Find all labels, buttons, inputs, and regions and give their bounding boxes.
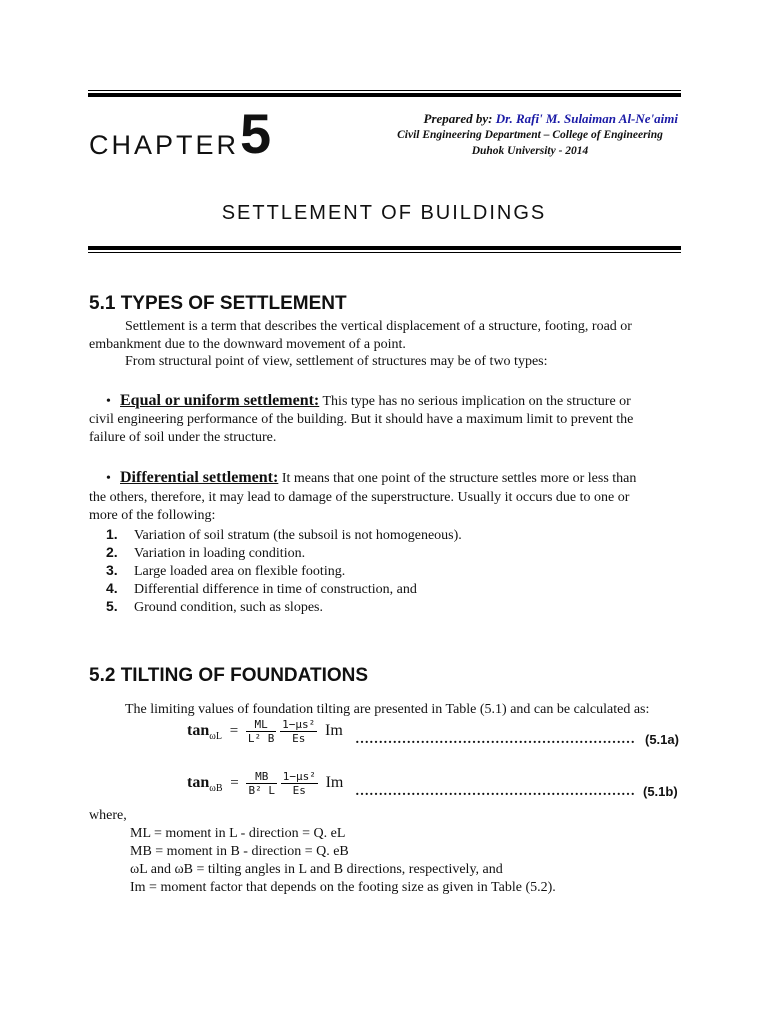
list-number: 4. [106, 580, 118, 596]
top-rule-thick [88, 93, 681, 97]
paragraph-line: From structural point of view, settlement of structures may be of two types: [125, 354, 548, 369]
bullet-text: This type has no serious implication on the structure or [319, 394, 631, 409]
chapter-title: SETTLEMENT OF BUILDINGS [221, 202, 547, 224]
list-item [89, 543, 689, 561]
list-text: Ground condition, such as slopes. [134, 600, 323, 615]
equation-leader-dots: …………………………………………………… [355, 732, 635, 747]
definition-mb: MB = moment in B - direction = Q. eB [130, 844, 349, 859]
list-number: 5. [106, 598, 118, 614]
equation-5-1a: $\tan_{\omega L}$ = $\frac{ML}{\text{L² B}}$ $\frac{\text{1−μs²}}{Es}$ Im [187, 718, 343, 745]
bullet-text: It means that one point of the structure settles more or less than [278, 471, 637, 486]
paragraph-line: civil engineering performance of the building. But it should have a maximum limit to prevent the [89, 412, 634, 427]
author-name: Dr. Rafi' M. Sulaiman Al-Ne'aimi [495, 111, 678, 126]
list-text: Variation in loading condition. [134, 546, 306, 561]
list-text: Variation of soil stratum (the subsoil is not homogeneous). [134, 528, 462, 543]
eq-fraction-soil: $\frac{\text{1−μs²}}{Es}$ [282, 770, 316, 797]
department: Civil Engineering Department – College of Engineering [397, 129, 663, 141]
paragraph-line: embankment due to the downward movement of a point. [89, 337, 406, 352]
equation-5-1b: $\tan_{\omega B}$ = $\frac{MB}{\text{B² L}}$ $\frac{\text{1−μs²}}{Es}$ Im [187, 770, 344, 797]
eq-fraction-moment: $\frac{ML}{\text{L² B}}$ [247, 718, 275, 745]
bullet-differential-settlement [89, 469, 687, 488]
list-item [89, 579, 689, 597]
paragraph-line: Settlement is a term that describes the vertical displacement of a structure, footing, road or [125, 319, 632, 334]
section-heading-5-1: 5.1 TYPES OF SETTLEMENT [89, 293, 347, 314]
university: Duhok University - 2014 [471, 145, 589, 157]
definition-ml: ML = moment in L - direction = Q. eL [130, 826, 346, 841]
bullet-dot: • [106, 471, 111, 486]
list-item [89, 525, 689, 543]
definition-im: Im = moment factor that depends on the footing size as given in Table (5.2). [130, 880, 556, 895]
eq-fraction-soil: $\frac{\text{1−μs²}}{Es}$ [282, 718, 316, 745]
affiliation [380, 127, 680, 159]
paragraph-line: the others, therefore, it may lead to damage of the superstructure. Usually it occurs due to one or [89, 490, 630, 505]
list-number: 1. [106, 526, 118, 542]
title-rule-thin [88, 252, 681, 253]
list-text: Differential difference in time of construction, and [134, 582, 417, 597]
list-item [89, 597, 689, 615]
prepared-by-label: Prepared by: [423, 111, 493, 126]
eq-fraction-moment: $\frac{MB}{\text{B² L}}$ [248, 770, 275, 797]
eq-factor: Im [325, 721, 343, 739]
bullet-title: Equal or uniform settlement: [120, 392, 320, 409]
equation-number: (5.1a) [645, 732, 679, 747]
chapter-number: 5 [240, 102, 272, 165]
equation-number: (5.1b) [643, 784, 678, 799]
list-text: Large loaded area on flexible footing. [134, 564, 346, 579]
list-number: 2. [106, 544, 118, 560]
where-label: where, [89, 808, 127, 823]
chapter-label: CHAPTER [89, 130, 240, 160]
paragraph-line: failure of soil under the structure. [89, 430, 277, 445]
bullet-dot: • [106, 394, 111, 409]
eq-lhs: $\tan_{\omega B}$ [187, 773, 223, 795]
eq-factor: Im [325, 773, 344, 791]
section-heading-5-2: 5.2 TILTING OF FOUNDATIONS [89, 665, 369, 686]
paragraph-line: more of the following: [89, 508, 216, 523]
top-rule-thin [88, 90, 681, 91]
title-rule-thick [88, 246, 681, 250]
list-number: 3. [106, 562, 118, 578]
equation-leader-dots: …………………………………………………… [355, 784, 635, 799]
list-item [89, 561, 689, 579]
paragraph-line: The limiting values of foundation tilting are presented in Table (5.1) and can be calculated as: [125, 702, 650, 717]
bullet-uniform-settlement [89, 392, 687, 411]
prepared-by [424, 111, 678, 127]
eq-lhs: $\tan_{\omega L}$ [187, 721, 222, 743]
definition-omega: ωL and ωB = tilting angles in L and B directions, respectively, and [130, 862, 503, 877]
numbered-list [89, 525, 689, 615]
bullet-title: Differential settlement: [120, 469, 279, 486]
